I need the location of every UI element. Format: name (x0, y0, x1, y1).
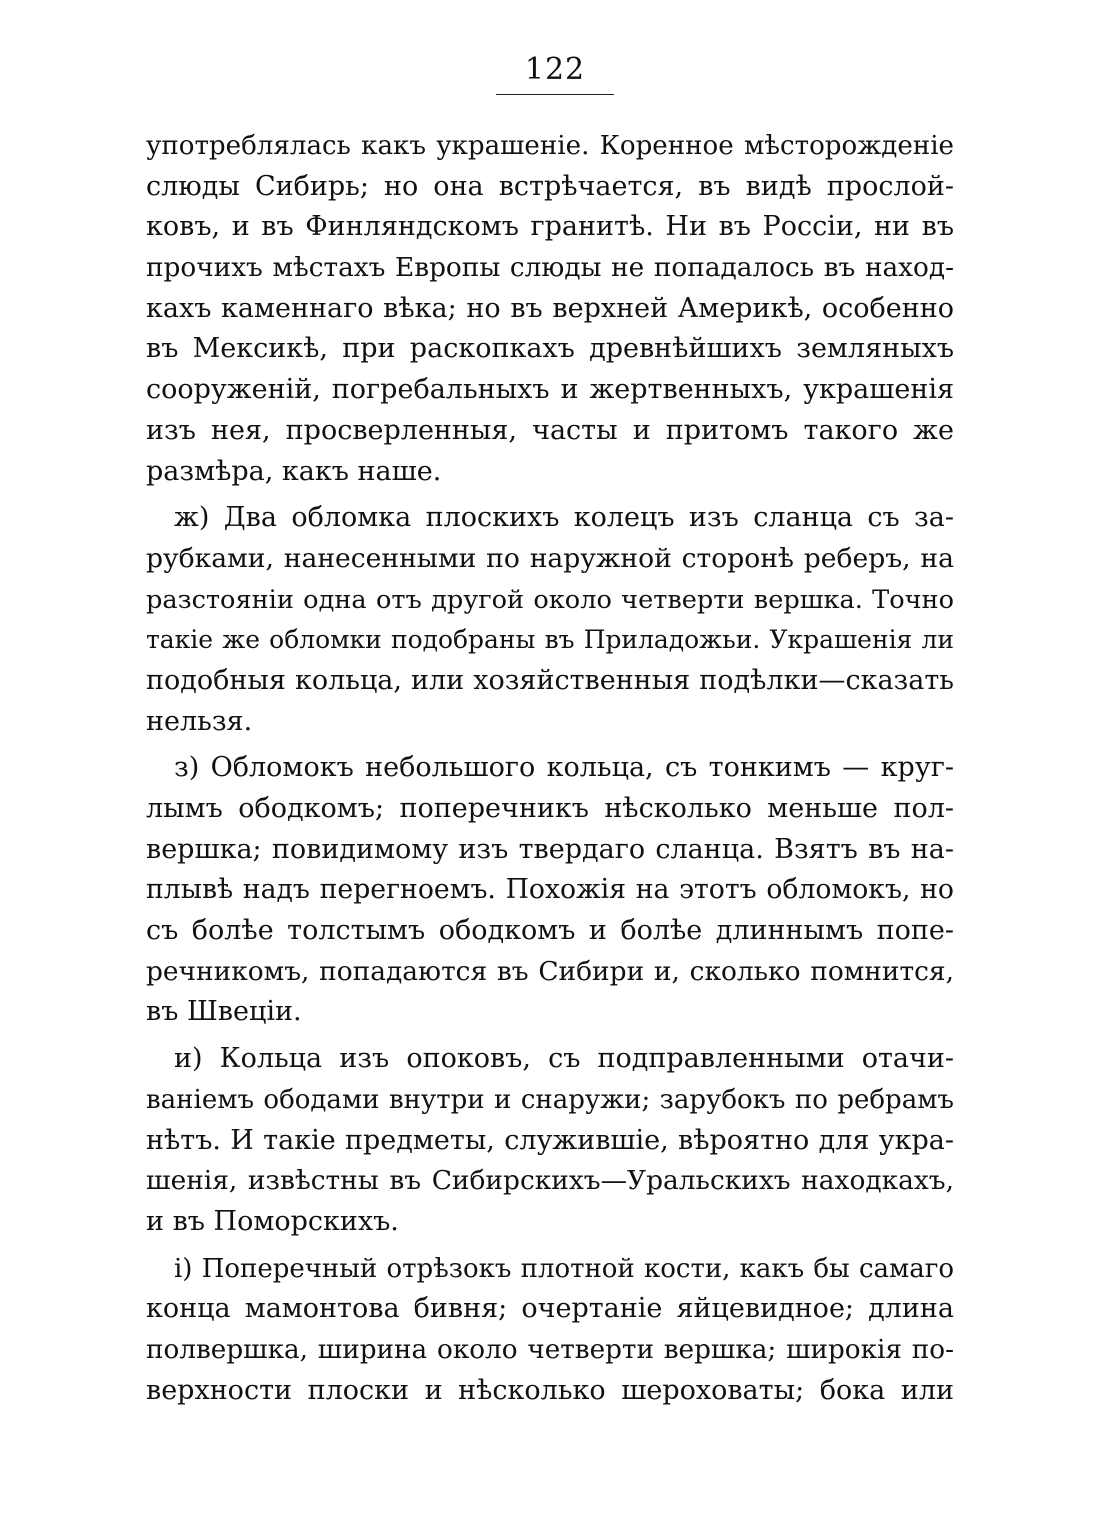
text-line: и) Кольца изъ опоковъ, съ подправленными отачи- (174, 1043, 954, 1075)
text-line: рубками, нанесенными по наружной сторонѣ реберъ, на (146, 542, 954, 574)
text-line: нельзя. (146, 705, 253, 737)
text-line: ж) Два обломка плоскихъ колецъ изъ сланца съ за- (174, 502, 954, 534)
paragraph (146, 1039, 954, 1242)
text-line: прочихъ мѣстахъ Европы слюды не попадалось въ наход- (146, 253, 954, 284)
text-line: изъ нея, просверленныя, часты и притомъ такого же (146, 414, 954, 446)
text-line: съ болѣе толстымъ ободкомъ и болѣе длиннымъ попе- (146, 915, 954, 947)
text-line: употреблялась какъ украшеніе. Коренное мѣсторожденіе (146, 131, 954, 161)
paragraph (146, 1249, 954, 1412)
paragraph (146, 126, 954, 492)
text-line: въ Швеціи. (146, 996, 302, 1028)
text-line: ваніемъ ободами внутри и снаружи; зарубокъ по ребрамъ (146, 1084, 954, 1115)
text-line: шенія, извѣстны въ Сибирскихъ—Уральскихъ находкахъ, (146, 1165, 954, 1197)
text-line: вершка; повидимому изъ твердаго сланца. Взятъ въ на- (146, 833, 954, 865)
text-line: сооруженій, погребальныхъ и жертвенныхъ, украшенія (146, 374, 954, 406)
text-line: и въ Поморскихъ. (146, 1205, 399, 1237)
text-line: ковъ, и въ Финляндскомъ гранитѣ. Ни въ Россіи, ни въ (146, 211, 954, 243)
text-line: разстояніи одна отъ другой около четверти вершка. Точно (146, 584, 954, 615)
text-line: такіе же обломки подобраны въ Приладожьи. Украшенія ли (146, 625, 954, 655)
paragraph (146, 498, 954, 742)
paragraph (146, 748, 954, 1033)
page-number: 122 (524, 52, 586, 87)
text-line: размѣра, какъ наше. (146, 455, 442, 487)
text-line: слюды Сибирь; но она встрѣчается, въ видѣ прослой- (146, 170, 954, 202)
text-line: въ Мексикѣ, при раскопкахъ древнѣйшихъ земляныхъ (146, 333, 954, 365)
text-line: і) Поперечный отрѣзокъ плотной кости, какъ бы самаго (174, 1253, 954, 1284)
text-line: нѣтъ. И такіе предметы, служившіе, вѣроятно для укра- (146, 1124, 954, 1156)
text-line: кахъ каменнаго вѣка; но въ верхней Америкѣ, особенно (146, 292, 954, 324)
header-rule (496, 94, 614, 95)
text-line: лымъ ободкомъ; поперечникъ нѣсколько меньше пол- (146, 793, 954, 824)
text-line: верхности плоски и нѣсколько шероховаты; бока или (146, 1374, 954, 1406)
text-line: подобныя кольца, или хозяйственныя подѣлки—сказать (146, 664, 954, 696)
text-line: плывѣ надъ перегноемъ. Похожія на этотъ обломокъ, но (146, 874, 954, 906)
body-text (146, 126, 954, 1417)
text-line: з) Обломокъ небольшого кольца, съ тонкимъ — круг- (174, 752, 954, 784)
text-line: конца мамонтова бивня; очертаніе яйцевидное; длина (146, 1293, 954, 1325)
text-line: полвершка, ширина около четверти вершка; широкія по- (146, 1334, 954, 1365)
text-line: речникомъ, попадаются въ Сибири и, сколько помнится, (146, 955, 954, 987)
